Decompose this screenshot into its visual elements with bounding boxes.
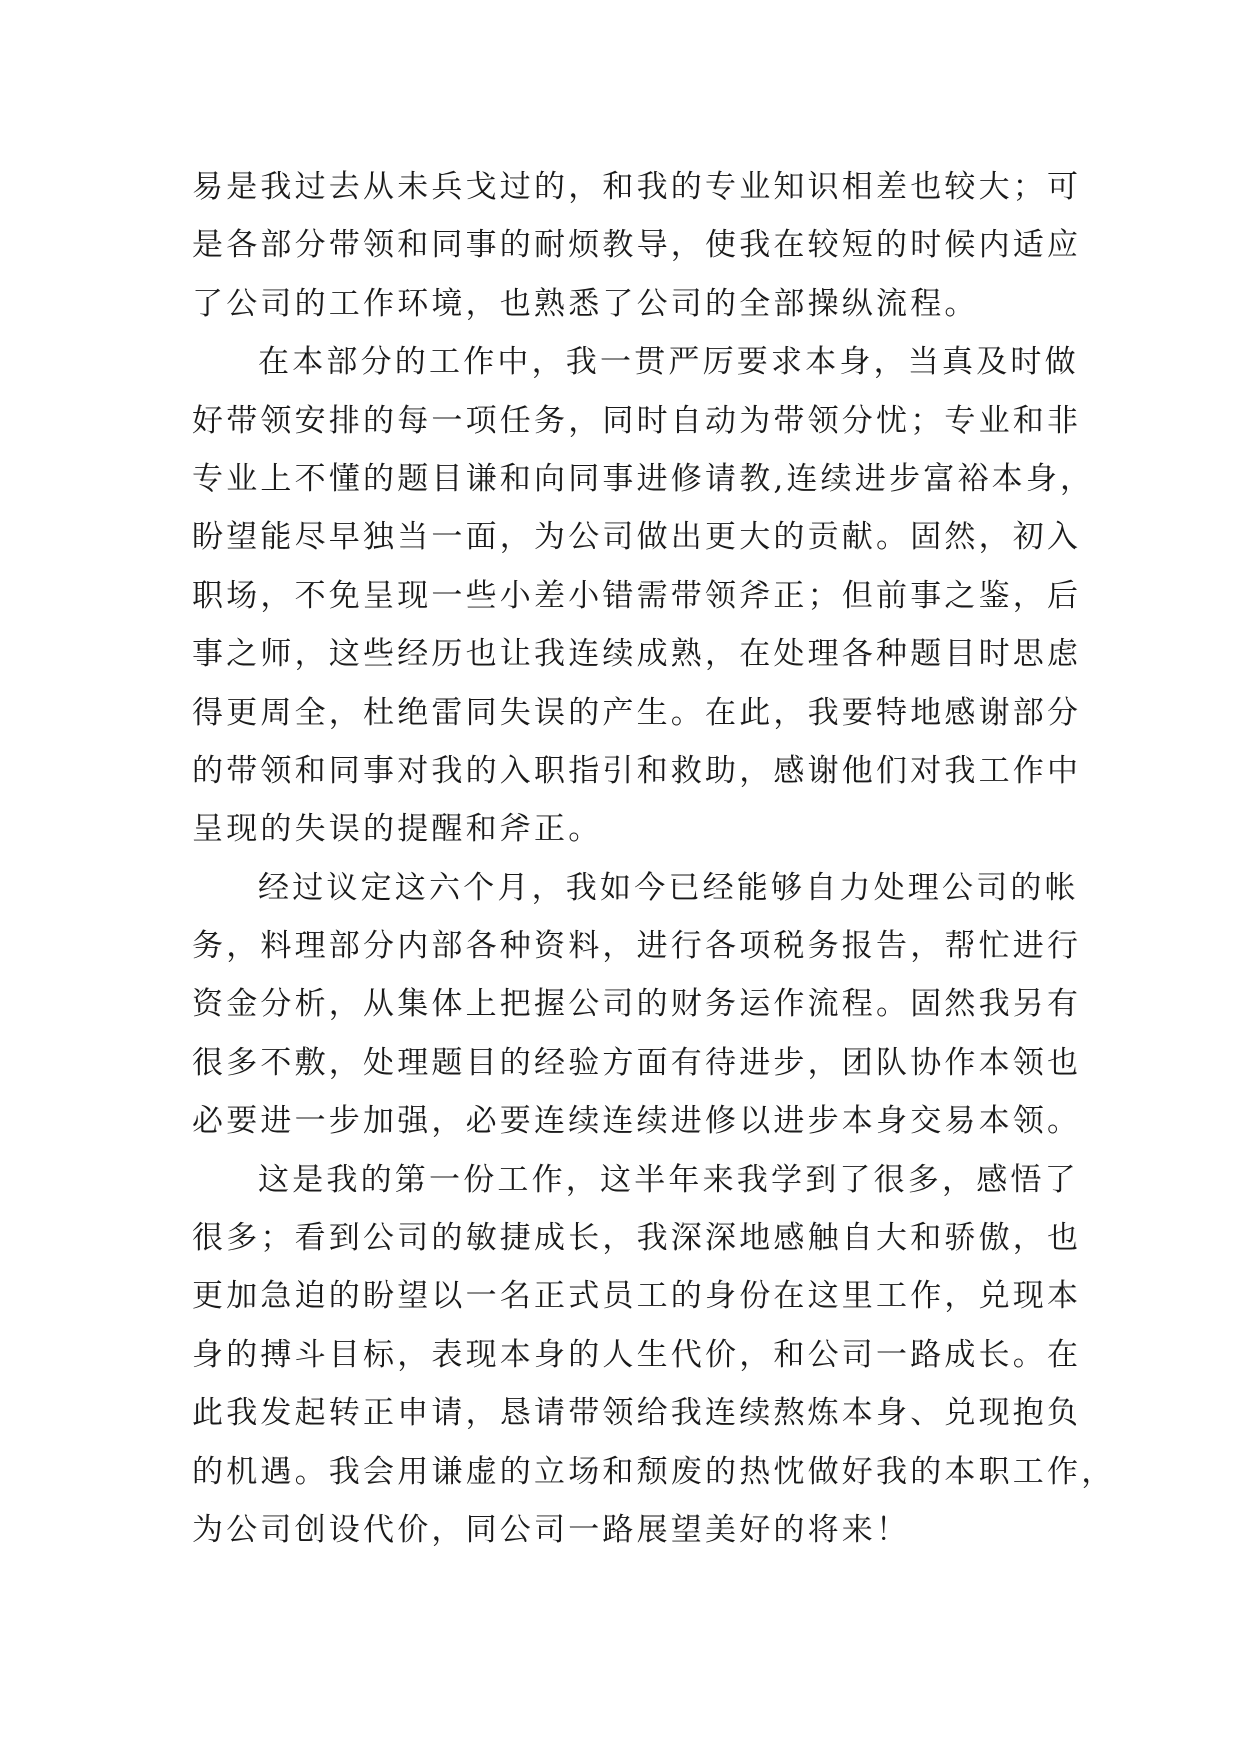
text-line: 务，料理部分内部各种资料，进行各项税务报告，帮忙进行 [192,928,1082,965]
text-line: 此我发起转正申请，恳请带领给我连续熬炼本身、兑现抱负 [192,1395,1082,1432]
text-line: 是各部分带领和同事的耐烦教导，使我在较短的时候内适应 [192,227,1082,264]
text-line: 了公司的工作环境，也熟悉了公司的全部操纵流程。 [192,285,979,322]
text-line: 为公司创设代价，同公司一路展望美好的将来！ [192,1511,911,1548]
text-line: 职场，不免呈现一些小差小错需带领斧正；但前事之鉴，后 [192,577,1082,614]
text-line: 必要进一步加强，必要连续连续进修以进步本身交易本领。 [192,1103,1082,1140]
text-line: 身的搏斗目标，表现本身的人生代价，和公司一路成长。在 [192,1336,1082,1373]
paragraph-first-line: 在本部分的工作中，我一贯严厉要求本身，当真及时做 [258,344,1079,381]
paragraph-first-line: 经过议定这六个月，我如今已经能够自力处理公司的帐 [258,869,1079,906]
text-line: 易是我过去从未兵戈过的，和我的专业知识相差也较大；可 [192,169,1082,205]
text-line: 好带领安排的每一项任务，同时自动为带领分忧；专业和非 [192,402,1082,439]
text-line: 资金分析，从集体上把握公司的财务运作流程。固然我另有 [192,986,1082,1023]
text-line: 很多不敷，处理题目的经验方面有待进步，团队协作本领也 [192,1044,1082,1081]
paragraph-first-line: 这是我的第一份工作，这半年来我学到了很多，感悟了 [258,1161,1079,1198]
text-line: 的带领和同事对我的入职指引和救助，感谢他们对我工作中 [192,752,1082,789]
text-line: 盼望能尽早独当一面，为公司做出更大的贡献。固然，初入 [192,519,1082,556]
text-line: 事之师，这些经历也让我连续成熟，在处理各种题目时思虑 [192,636,1082,673]
text-line: 专业上不懂的题目谦和向同事进修请教,连续进步富裕本身， [192,460,1095,497]
text-line: 得更周全，杜绝雷同失误的产生。在此，我要特地感谢部分 [192,694,1082,731]
document-body [192,158,1116,1559]
text-line: 的机遇。我会用谦虚的立场和颓废的热忱做好我的本职工作， [192,1453,1116,1490]
text-line: 呈现的失误的提醒和斧正。 [192,811,603,848]
text-line: 很多；看到公司的敏捷成长，我深深地感触自大和骄傲，也 [192,1220,1082,1257]
text-line: 更加急迫的盼望以一名正式员工的身份在这里工作，兑现本 [192,1278,1082,1315]
